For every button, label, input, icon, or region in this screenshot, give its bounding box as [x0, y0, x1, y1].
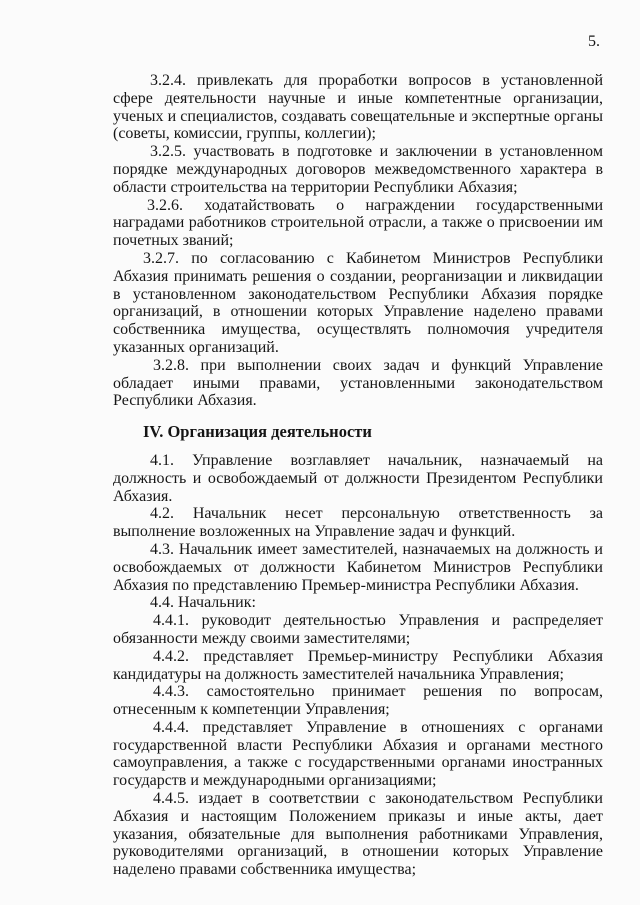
page-number: 5.	[588, 33, 600, 50]
clause-4-1: 4.1. Управление возглавляет начальник, назначаемый на должность и освобождаемый от должности Президентом Республики Абхазия.	[113, 451, 603, 505]
clause-4-4-2: 4.4.2. представляет Премьер-министру Республики Абхазия кандидатуры на должность заместителей начальника Управления;	[113, 647, 603, 683]
section-heading: IV. Организация деятельности	[143, 422, 372, 442]
clause-4-4-1: 4.4.1. руководит деятельностью Управления и распределяет обязанности между своими заместителями;	[113, 612, 603, 647]
clause-4-3: 4.3. Начальник имеет заместителей, назначаемых на должность и освобождаемых от должности Кабинетом Министров Республики Абхазия по представлению Премьер-министра Республики Абхазия.	[113, 540, 603, 594]
clause-3-2-4: 3.2.4. привлекать для проработки вопросов в установленной сфере деятельности научные и иные компетентные организации, ученых и специалистов, создавать совещательные и экспертные органы (советы, комиссии, группы, коллегии);	[113, 72, 603, 143]
clause-4-4-4: 4.4.4. представляет Управление в отношениях с органами государственной власти Республики Абхазия и органами местного самоуправления, а также с государственными органами иностранных государств и международными организациями;	[113, 718, 603, 790]
clause-4-4-3: 4.4.3. самостоятельно принимает решения по вопросам, отнесенным к компетенции Управления;	[113, 683, 603, 719]
clause-3-2-5: 3.2.5. участвовать в подготовке и заключении в установленном порядке международных договоров межведомственного характера в области строительства на территории Республики Абхазия;	[113, 143, 603, 196]
clause-3-2-8: 3.2.8. при выполнении своих задач и функций Управление обладает иными правами, установленными законодательством Республики Абхазия.	[113, 356, 603, 410]
document-body	[113, 72, 603, 879]
clause-4-4-5: 4.4.5. издает в соответствии с законодательством Республики Абхазия и настоящим Положением приказы и иные акты, дает указания, обязательные для выполнения работниками Управления, руководителями организаций, в отношении которых Управление наделено правами собственника имущества;	[113, 790, 603, 879]
clause-4-4: 4.4. Начальник:	[150, 594, 256, 612]
clause-3-2-6: 3.2.6. ходатайствовать о награждении государственными наградами работников строительной отрасли, а также о присвоении им почетных званий;	[113, 196, 603, 250]
clause-4-2: 4.2. Начальник несет персональную ответственность за выполнение возложенных на Управление задач и функций.	[113, 505, 603, 541]
clause-3-2-7: 3.2.7. по согласованию с Кабинетом Министров Республики Абхазия принимать решения о создании, реорганизации и ликвидации в установленном законодательством Республики Абхазия порядке организаций, в отношении которых Управление наделено правами собственника имущества, осуществлять полномочия учредителя указанных организаций.	[113, 249, 603, 356]
